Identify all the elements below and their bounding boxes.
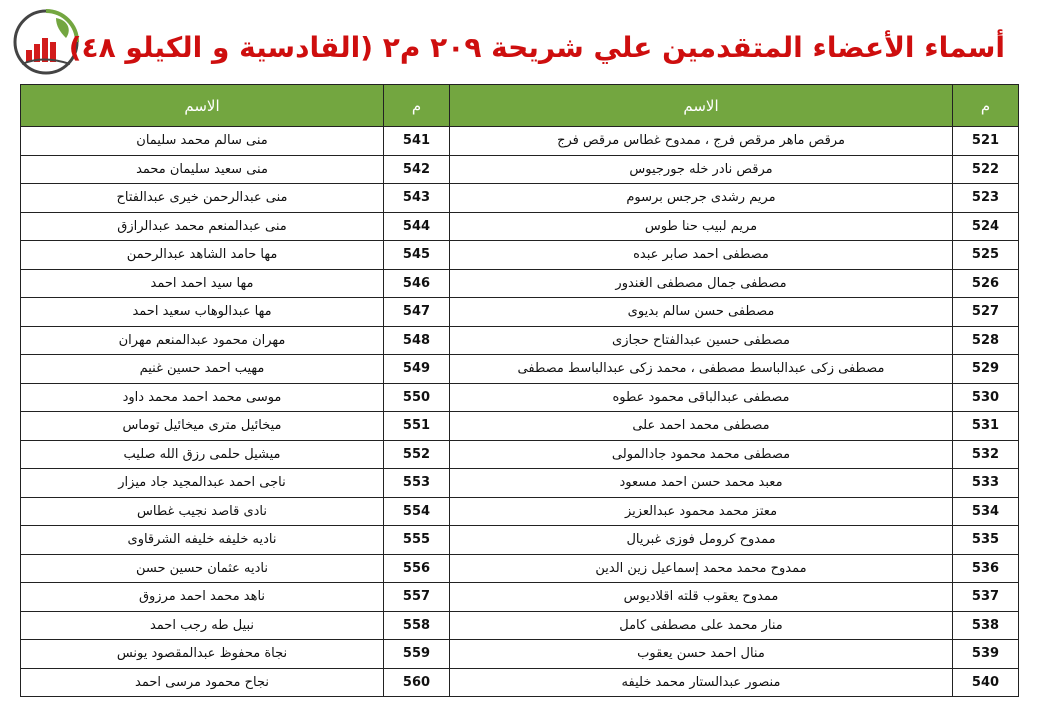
member-number: 531 xyxy=(953,412,1019,441)
member-number: 559 xyxy=(384,640,450,669)
table-row xyxy=(21,326,1019,355)
member-number: 540 xyxy=(953,668,1019,697)
member-name: ممدوح كرومل فوزى غبريال xyxy=(450,526,953,555)
member-number: 560 xyxy=(384,668,450,697)
member-number: 553 xyxy=(384,469,450,498)
table-row xyxy=(21,554,1019,583)
member-number: 551 xyxy=(384,412,450,441)
member-number: 558 xyxy=(384,611,450,640)
member-name: ميخائيل مترى ميخائيل توماس xyxy=(21,412,384,441)
member-name: مرقص نادر خله جورجيوس xyxy=(450,155,953,184)
member-number: 526 xyxy=(953,269,1019,298)
member-number: 535 xyxy=(953,526,1019,555)
table-header-row xyxy=(21,85,1019,127)
member-number: 521 xyxy=(953,127,1019,156)
member-name: منى عبدالرحمن خيرى عبدالفتاح xyxy=(21,184,384,213)
member-number: 548 xyxy=(384,326,450,355)
table-row xyxy=(21,212,1019,241)
member-number: 537 xyxy=(953,583,1019,612)
column-header-name: الاسم xyxy=(21,85,384,127)
member-number: 528 xyxy=(953,326,1019,355)
member-name: موسى محمد احمد محمد داود xyxy=(21,383,384,412)
member-name: مصطفى حسن سالم بديوى xyxy=(450,298,953,327)
column-header-number: م xyxy=(384,85,450,127)
member-name: مها سيد احمد احمد xyxy=(21,269,384,298)
member-number: 536 xyxy=(953,554,1019,583)
table-row xyxy=(21,497,1019,526)
member-number: 549 xyxy=(384,355,450,384)
table-row xyxy=(21,127,1019,156)
member-name: مها عبدالوهاب سعيد احمد xyxy=(21,298,384,327)
member-name: مريم لبيب حنا طوس xyxy=(450,212,953,241)
member-number: 532 xyxy=(953,440,1019,469)
member-name: منال احمد حسن يعقوب xyxy=(450,640,953,669)
member-number: 555 xyxy=(384,526,450,555)
member-number: 543 xyxy=(384,184,450,213)
member-name: مصطفى زكى عبدالباسط مصطفى ، محمد زكى عبدالباسط مصطفى xyxy=(450,355,953,384)
member-number: 557 xyxy=(384,583,450,612)
member-name: ممدوح يعقوب قلته اقلاديوس xyxy=(450,583,953,612)
member-number: 529 xyxy=(953,355,1019,384)
member-name: منار محمد على مصطفى كامل xyxy=(450,611,953,640)
member-number: 544 xyxy=(384,212,450,241)
table-row xyxy=(21,668,1019,697)
member-number: 522 xyxy=(953,155,1019,184)
table-row xyxy=(21,355,1019,384)
table-row xyxy=(21,583,1019,612)
column-header-number: م xyxy=(953,85,1019,127)
member-number: 527 xyxy=(953,298,1019,327)
member-name: ناديه عثمان حسين حسن xyxy=(21,554,384,583)
table-row xyxy=(21,155,1019,184)
member-number: 547 xyxy=(384,298,450,327)
member-name: ناجى احمد عبدالمجيد جاد ميزار xyxy=(21,469,384,498)
member-name: مصطفى محمد محمود جادالمولى xyxy=(450,440,953,469)
member-number: 556 xyxy=(384,554,450,583)
member-number: 539 xyxy=(953,640,1019,669)
member-number: 530 xyxy=(953,383,1019,412)
member-number: 533 xyxy=(953,469,1019,498)
member-name: مصطفى احمد صابر عبده xyxy=(450,241,953,270)
table-row xyxy=(21,241,1019,270)
table-row xyxy=(21,640,1019,669)
member-number: 525 xyxy=(953,241,1019,270)
member-number: 546 xyxy=(384,269,450,298)
member-number: 524 xyxy=(953,212,1019,241)
member-name: مرقص ماهر مرقص فرج ، ممدوح غطاس مرقص فرج xyxy=(450,127,953,156)
member-number: 552 xyxy=(384,440,450,469)
member-name: نبيل طه رجب احمد xyxy=(21,611,384,640)
member-name: مهران محمود عبدالمنعم مهران xyxy=(21,326,384,355)
member-name: نجاة محفوظ عبدالمقصود يونس xyxy=(21,640,384,669)
column-header-name: الاسم xyxy=(450,85,953,127)
member-name: نجاح محمود مرسى احمد xyxy=(21,668,384,697)
member-number: 541 xyxy=(384,127,450,156)
member-name: منى عبدالمنعم محمد عبدالرازق xyxy=(21,212,384,241)
table-row xyxy=(21,440,1019,469)
member-number: 538 xyxy=(953,611,1019,640)
member-name: مصطفى محمد احمد على xyxy=(450,412,953,441)
table-row xyxy=(21,611,1019,640)
member-name: ناهد محمد احمد مرزوق xyxy=(21,583,384,612)
table-row xyxy=(21,298,1019,327)
member-number: 554 xyxy=(384,497,450,526)
member-number: 550 xyxy=(384,383,450,412)
member-name: معتز محمد محمود عبدالعزيز xyxy=(450,497,953,526)
table-row xyxy=(21,269,1019,298)
table-row xyxy=(21,383,1019,412)
member-number: 545 xyxy=(384,241,450,270)
member-name: منى سعيد سليمان محمد xyxy=(21,155,384,184)
table-row xyxy=(21,412,1019,441)
member-name: مريم رشدى جرجس برسوم xyxy=(450,184,953,213)
page-title: أسماء الأعضاء المتقدمين علي شريحة ٢٠٩ م٢ (القادسية و الكيلو ٤٨) xyxy=(68,31,1005,64)
members-table xyxy=(20,84,1019,697)
member-name: منصور عبدالستار محمد خليفه xyxy=(450,668,953,697)
member-name: ممدوح محمد محمد إسماعيل زين الدين xyxy=(450,554,953,583)
member-name: مهيب احمد حسين غنيم xyxy=(21,355,384,384)
member-name: مصطفى عبدالباقى محمود عطوه xyxy=(450,383,953,412)
table-row xyxy=(21,184,1019,213)
member-name: ناديه خليفه خليفه الشرقاوى xyxy=(21,526,384,555)
member-name: نادى قاصد نجيب غطاس xyxy=(21,497,384,526)
member-name: مها حامد الشاهد عبدالرحمن xyxy=(21,241,384,270)
table-row xyxy=(21,469,1019,498)
member-number: 523 xyxy=(953,184,1019,213)
table-row xyxy=(21,526,1019,555)
member-name: مصطفى جمال مصطفى الغندور xyxy=(450,269,953,298)
member-name: معبد محمد حسن احمد مسعود xyxy=(450,469,953,498)
member-name: منى سالم محمد سليمان xyxy=(21,127,384,156)
member-number: 542 xyxy=(384,155,450,184)
member-name: مصطفى حسين عبدالفتاح حجازى xyxy=(450,326,953,355)
member-number: 534 xyxy=(953,497,1019,526)
member-name: ميشيل حلمى رزق الله صليب xyxy=(21,440,384,469)
